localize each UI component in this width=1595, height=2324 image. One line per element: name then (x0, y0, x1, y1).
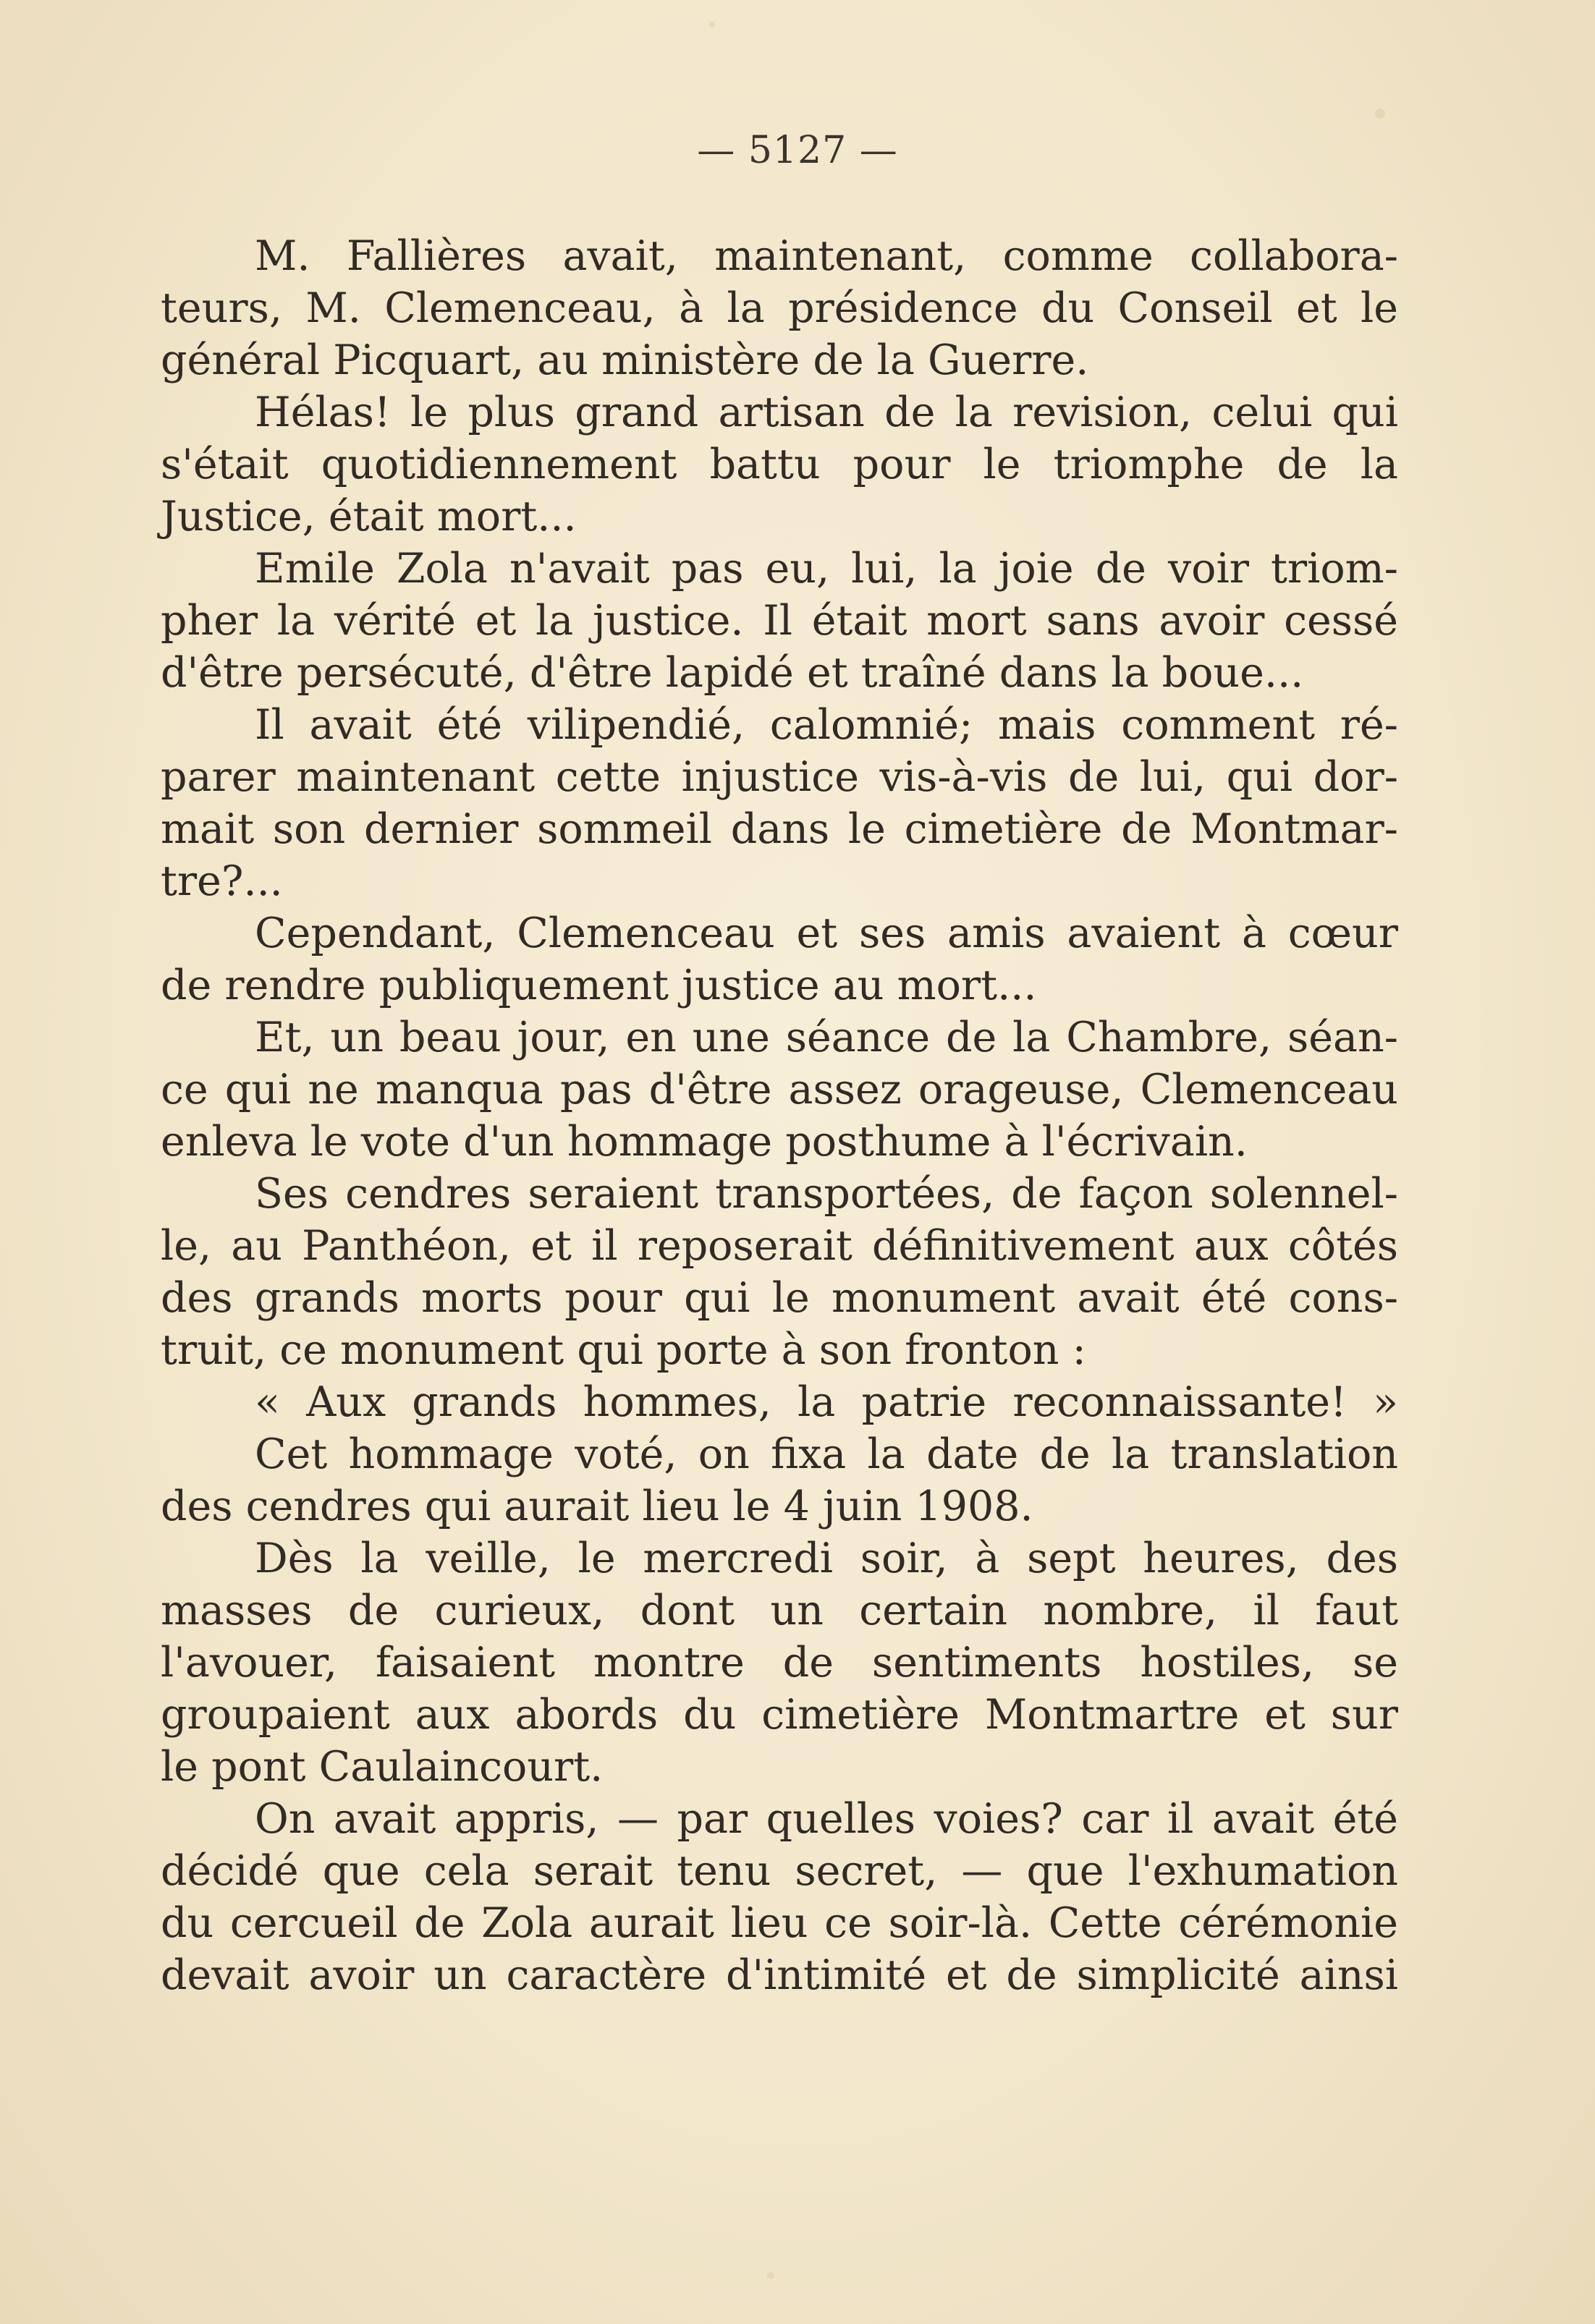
text-line: Justice, était mort... (161, 493, 577, 540)
text-line: M. Fallières avait, maintenant, comme collabora- (255, 232, 1398, 280)
text-line: groupaient aux abords du cimetière Montmartre et sur (161, 1691, 1398, 1739)
text-line: Hélas! le plus grand artisan de la revision, celui qui (255, 389, 1398, 436)
text-line: le, au Panthéon, et il reposerait définitivement aux côtés (161, 1222, 1398, 1270)
foxing-spot (767, 2272, 774, 2279)
text-line: teurs, M. Clemenceau, à la présidence du Conseil et le (161, 284, 1398, 332)
text-line: tre?... (161, 857, 283, 905)
text-line: des cendres qui aurait lieu le 4 juin 1908. (161, 1483, 1033, 1530)
text-line: d'être persécuté, d'être lapidé et traîné dans la boue... (161, 649, 1304, 697)
text-line: devait avoir un caractère d'intimité et de simplicité ainsi (161, 1951, 1398, 1999)
text-line: On avait appris, — par quelles voies? car il avait été (255, 1795, 1398, 1843)
body-text (161, 230, 1398, 2001)
text-line: l'avouer, faisaient montre de sentiments hostiles, se (161, 1639, 1398, 1687)
text-line: Et, un beau jour, en une séance de la Chambre, séan- (255, 1014, 1398, 1061)
foxing-spot (709, 22, 715, 27)
text-line: mait son dernier sommeil dans le cimetière de Montmar- (161, 805, 1398, 853)
page-number: — 5127 — (697, 129, 898, 172)
text-line: « Aux grands hommes, la patrie reconnaissante! » (255, 1378, 1398, 1426)
text-line: Dès la veille, le mercredi soir, à sept heures, des (255, 1535, 1398, 1582)
text-line: Emile Zola n'avait pas eu, lui, la joie de voir triom- (255, 545, 1398, 593)
text-line: Cependant, Clemenceau et ses amis avaient à cœur (255, 909, 1398, 957)
text-line: décidé que cela serait tenu secret, — que l'exhumation (161, 1847, 1398, 1895)
text-line: général Picquart, au ministère de la Guerre. (161, 336, 1089, 384)
text-line: Cet hommage voté, on fixa la date de la translation (255, 1430, 1398, 1478)
text-line: s'était quotidiennement battu pour le triomphe de la (161, 441, 1398, 488)
text-line: parer maintenant cette injustice vis-à-vis de lui, qui dor- (161, 753, 1398, 801)
text-line: masses de curieux, dont un certain nombre, il faut (161, 1587, 1398, 1634)
foxing-spot (1375, 109, 1385, 119)
text-line: enleva le vote d'un hommage posthume à l'écrivain. (161, 1118, 1248, 1166)
text-line: de rendre publiquement justice au mort... (161, 962, 1037, 1009)
text-line: des grands morts pour qui le monument avait été cons- (161, 1274, 1398, 1322)
text-line: Il avait été vilipendié, calomnié; mais comment ré- (255, 701, 1398, 749)
text-line: Ses cendres seraient transportées, de façon solennel- (255, 1170, 1398, 1218)
text-line: le pont Caulaincourt. (161, 1743, 604, 1791)
text-line: ce qui ne manqua pas d'être assez orageuse, Clemenceau (161, 1066, 1398, 1114)
text-line: du cercueil de Zola aurait lieu ce soir-là. Cette cérémonie (161, 1899, 1398, 1947)
text-line: truit, ce monument qui porte à son fronton : (161, 1326, 1086, 1374)
text-line: pher la vérité et la justice. Il était mort sans avoir cessé (161, 597, 1398, 645)
